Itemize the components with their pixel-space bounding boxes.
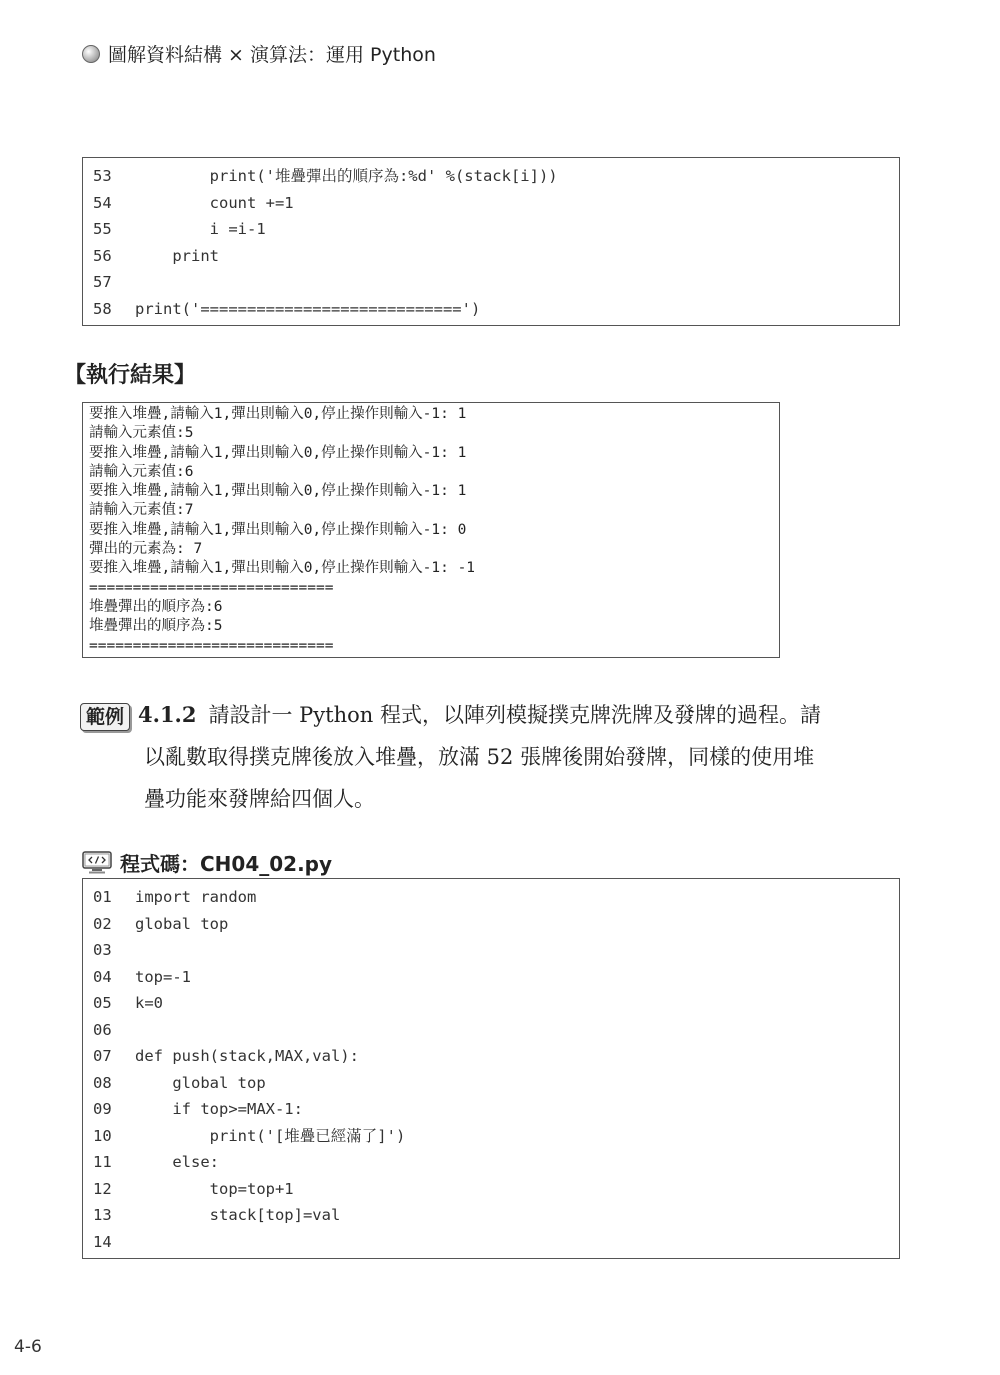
code-listing-continued xyxy=(82,157,900,326)
code-text: if top>=MAX-1: xyxy=(135,1100,303,1118)
line-number: 04 xyxy=(93,967,112,986)
line-number: 55 xyxy=(93,220,112,238)
line-number: 56 xyxy=(93,246,112,265)
code-line xyxy=(83,990,899,1017)
result-heading: 【執行結果】 xyxy=(64,363,197,388)
output-line: 要推入堆疊,請輸入1,彈出則輸入0,停止操作則輸入-1: 1 xyxy=(89,483,467,500)
code-text: stack[top]=val xyxy=(135,1206,341,1224)
page-number: 4-6 xyxy=(14,1337,42,1357)
output-line: 要推入堆疊,請輸入1,彈出則輸入0,停止操作則輸入-1: 1 xyxy=(89,406,467,422)
code-line xyxy=(83,243,899,270)
line-number: 10 xyxy=(93,1126,112,1145)
code-line xyxy=(83,884,899,911)
circle-bullet-icon xyxy=(82,45,100,63)
code-text: print('============================') xyxy=(135,299,481,318)
running-header xyxy=(82,40,436,67)
code-text xyxy=(135,269,899,296)
output-line: 要推入堆疊,請輸入1,彈出則輸入0,停止操作則輸入-1: 1 xyxy=(89,444,467,461)
line-number: 12 xyxy=(93,1179,112,1198)
line-number: 58 xyxy=(93,299,112,318)
line-number: 13 xyxy=(93,1206,112,1224)
code-line xyxy=(83,1017,899,1044)
output-line: 要推入堆疊,請輸入1,彈出則輸入0,停止操作則輸入-1: 0 xyxy=(89,521,467,538)
example-line xyxy=(80,694,902,736)
code-text: top=top+1 xyxy=(135,1179,294,1198)
execution-output xyxy=(82,402,780,658)
line-number: 53 xyxy=(93,167,112,185)
code-line xyxy=(83,1070,899,1097)
line-number: 07 xyxy=(93,1047,112,1065)
code-line xyxy=(83,1176,899,1203)
code-file-title: 程式碼：CH04_02.py xyxy=(120,852,333,876)
line-number: 06 xyxy=(93,1020,112,1039)
output-line: 要推入堆疊,請輸入1,彈出則輸入0,停止操作則輸入-1: -1 xyxy=(89,560,476,577)
example-text: 疊功能來發牌給四個人。 xyxy=(144,787,375,811)
code-text: def push(stack,MAX,val): xyxy=(135,1047,359,1065)
code-line xyxy=(83,1149,899,1176)
code-line xyxy=(83,937,899,964)
code-line xyxy=(83,216,899,243)
example-badge: 範例 xyxy=(80,703,130,731)
code-line xyxy=(83,964,899,991)
line-number: 57 xyxy=(93,273,112,291)
example-line xyxy=(80,736,902,778)
line-number: 01 xyxy=(93,888,112,906)
code-line xyxy=(83,1123,899,1150)
output-line: ============================ xyxy=(89,637,334,654)
example-line xyxy=(80,778,902,820)
example-text: 以亂數取得撲克牌後放入堆疊，放滿 52 張牌後開始發牌，同樣的使用堆 xyxy=(144,745,815,769)
code-text xyxy=(135,1017,899,1044)
line-number: 09 xyxy=(93,1100,112,1118)
code-text: print('[堆疊已經滿了]') xyxy=(135,1126,406,1145)
line-number: 54 xyxy=(93,193,112,212)
output-line: 請輸入元素值:6 xyxy=(89,463,194,480)
code-text: else: xyxy=(135,1153,219,1171)
code-text: print('堆疊彈出的順序為:%d' %(stack[i])) xyxy=(135,167,558,185)
line-number: 14 xyxy=(93,1232,112,1251)
code-line xyxy=(83,1229,899,1256)
output-line: 堆疊彈出的順序為:6 xyxy=(89,598,223,615)
example-description xyxy=(80,694,902,820)
code-monitor-icon xyxy=(82,851,112,875)
code-text: i =i-1 xyxy=(135,220,266,238)
output-line: ============================ xyxy=(89,579,334,596)
code-line xyxy=(83,911,899,938)
line-number: 11 xyxy=(93,1153,112,1171)
example-text: 請設計一 Python 程式，以陣列模擬撲克牌洗牌及發牌的過程。請 xyxy=(208,703,821,727)
code-text: global top xyxy=(135,914,229,933)
output-line: 請輸入元素值:7 xyxy=(89,502,194,519)
code-text: print xyxy=(135,246,219,265)
code-line xyxy=(83,190,899,217)
code-text: count +=1 xyxy=(135,193,294,212)
code-line xyxy=(83,1202,899,1229)
code-text: k=0 xyxy=(135,994,163,1012)
code-text: import random xyxy=(135,888,257,906)
example-number: 4.1.2 xyxy=(138,702,197,727)
code-listing xyxy=(82,878,900,1259)
book-title: 圖解資料結構 × 演算法：運用 Python xyxy=(108,44,436,66)
code-line xyxy=(83,296,899,323)
code-text xyxy=(135,1229,899,1256)
code-section-heading xyxy=(82,848,332,877)
code-line xyxy=(83,1043,899,1070)
line-number: 08 xyxy=(93,1073,112,1092)
output-line: 堆疊彈出的順序為:5 xyxy=(89,618,223,635)
line-number: 05 xyxy=(93,994,112,1012)
output-line: 彈出的元素為: 7 xyxy=(89,541,203,558)
code-line xyxy=(83,163,899,190)
code-text: global top xyxy=(135,1073,266,1092)
code-text: top=-1 xyxy=(135,967,191,986)
code-line xyxy=(83,269,899,296)
code-line xyxy=(83,1096,899,1123)
line-number: 03 xyxy=(93,941,112,959)
code-text xyxy=(135,937,899,964)
output-line: 請輸入元素值:5 xyxy=(89,425,194,442)
line-number: 02 xyxy=(93,914,112,933)
